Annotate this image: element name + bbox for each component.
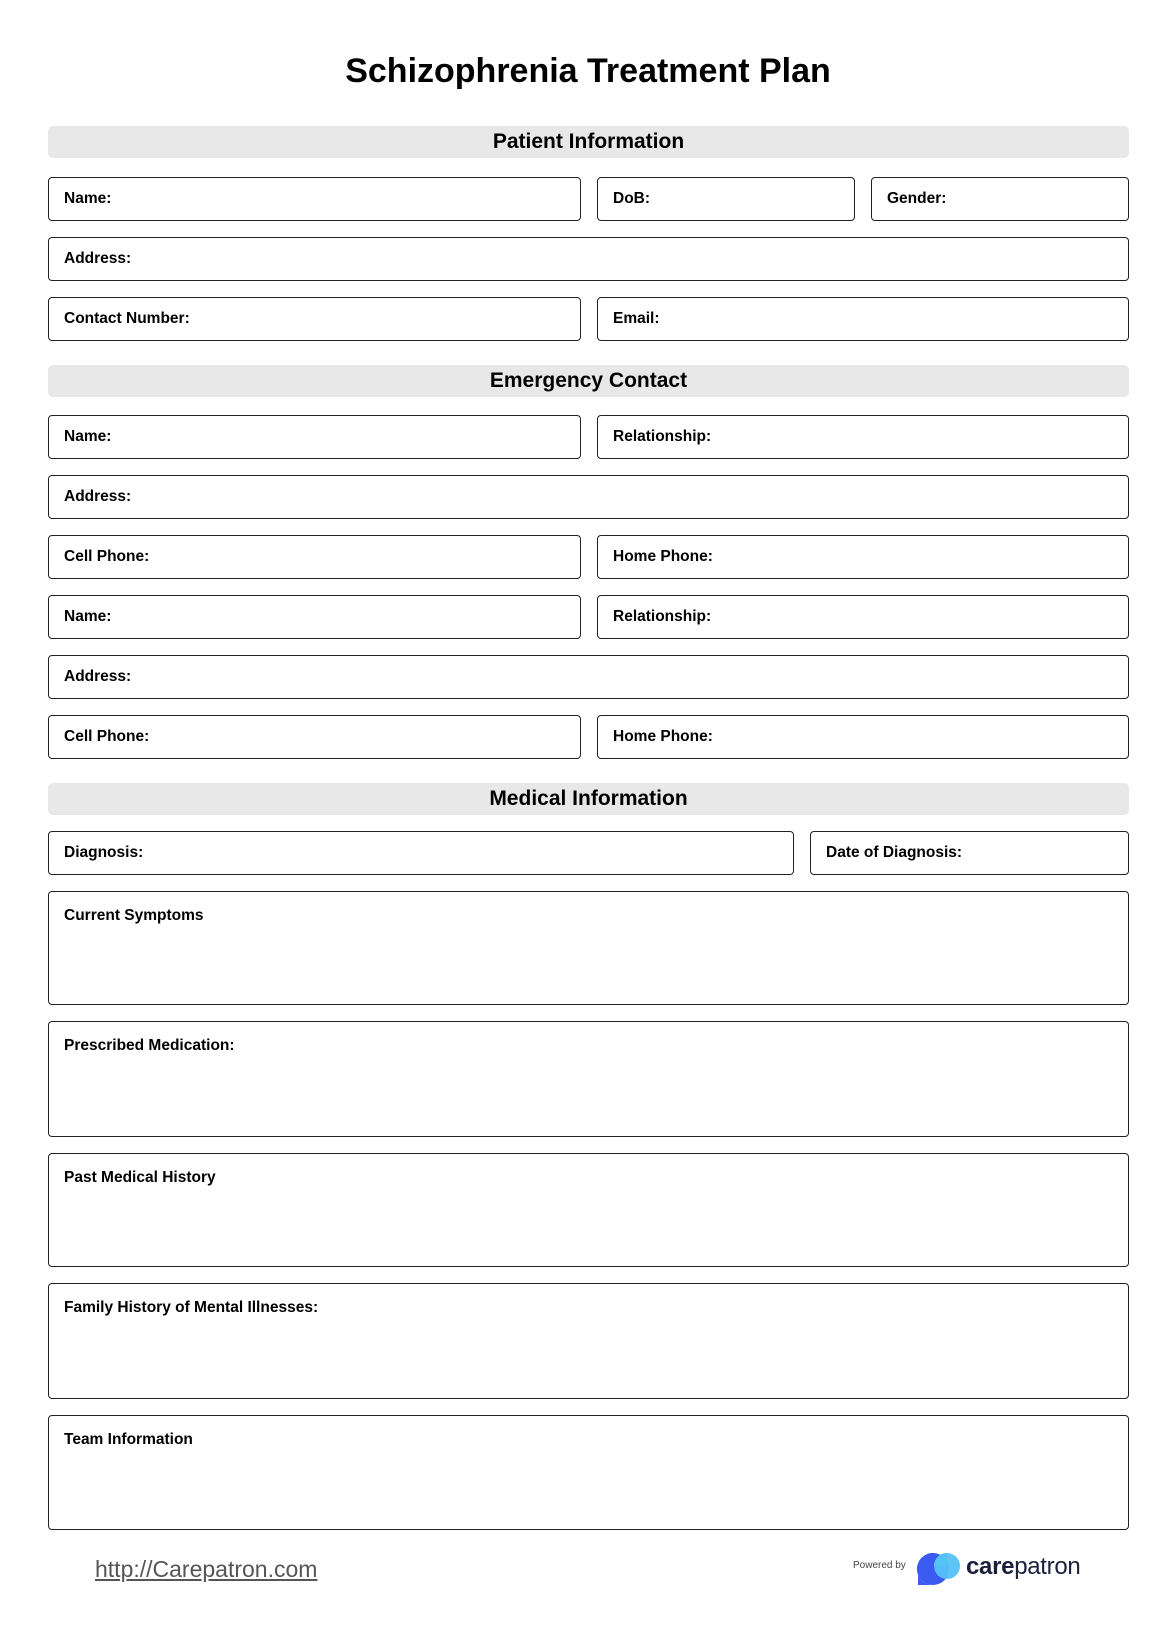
brand-bold: care [966, 1553, 1015, 1580]
field-label: Relationship: [613, 608, 712, 625]
emergency-1-home-phone-field[interactable] [597, 535, 1129, 579]
patient-gender-field[interactable] [871, 177, 1129, 221]
team-information-field[interactable] [48, 1415, 1129, 1530]
field-label: Diagnosis: [64, 844, 144, 861]
diagnosis-field[interactable] [48, 831, 794, 875]
field-label: Team Information [64, 1431, 193, 1448]
emergency-2-cell-phone-field[interactable] [48, 715, 581, 759]
carepatron-logo-icon [917, 1552, 963, 1586]
date-of-diagnosis-field[interactable] [810, 831, 1129, 875]
section-header-patient-information: Patient Information [48, 126, 1129, 158]
field-label: Address: [64, 250, 132, 267]
field-label: Home Phone: [613, 548, 713, 565]
section-header-emergency-contact: Emergency Contact [48, 365, 1129, 397]
field-label: Cell Phone: [64, 548, 150, 565]
past-medical-history-field[interactable] [48, 1153, 1129, 1267]
field-label: Current Symptoms [64, 907, 204, 924]
carepatron-brand [966, 1553, 1080, 1581]
field-label: Cell Phone: [64, 728, 150, 745]
emergency-1-relationship-field[interactable] [597, 415, 1129, 459]
field-label: Contact Number: [64, 310, 190, 327]
field-label: Name: [64, 190, 112, 207]
patient-contact-number-field[interactable] [48, 297, 581, 341]
patient-email-field[interactable] [597, 297, 1129, 341]
field-label: Home Phone: [613, 728, 713, 745]
emergency-1-address-field[interactable] [48, 475, 1129, 519]
field-label: Email: [613, 310, 660, 327]
field-label: Date of Diagnosis: [826, 844, 963, 861]
emergency-2-home-phone-field[interactable] [597, 715, 1129, 759]
field-label: Prescribed Medication: [64, 1037, 235, 1054]
brand-rest: patron [1014, 1553, 1081, 1580]
field-label: Name: [64, 428, 112, 445]
field-label: Name: [64, 608, 112, 625]
field-label: Address: [64, 668, 132, 685]
field-label: Gender: [887, 190, 947, 207]
section-header-medical-information: Medical Information [48, 783, 1129, 815]
page-title: Schizophrenia Treatment Plan [345, 52, 831, 90]
patient-address-field[interactable] [48, 237, 1129, 281]
field-label: Family History of Mental Illnesses: [64, 1299, 319, 1316]
current-symptoms-field[interactable] [48, 891, 1129, 1005]
emergency-1-cell-phone-field[interactable] [48, 535, 581, 579]
field-label: Past Medical History [64, 1169, 216, 1186]
emergency-2-relationship-field[interactable] [597, 595, 1129, 639]
powered-by-text: Powered by [853, 1560, 906, 1571]
patient-dob-field[interactable] [597, 177, 855, 221]
emergency-2-name-field[interactable] [48, 595, 581, 639]
emergency-1-name-field[interactable] [48, 415, 581, 459]
emergency-2-address-field[interactable] [48, 655, 1129, 699]
field-label: DoB: [613, 190, 651, 207]
field-label: Address: [64, 488, 132, 505]
family-history-field[interactable] [48, 1283, 1129, 1399]
patient-name-field[interactable] [48, 177, 581, 221]
field-label: Relationship: [613, 428, 712, 445]
prescribed-medication-field[interactable] [48, 1021, 1129, 1137]
carepatron-link[interactable]: http://Carepatron.com [95, 1556, 318, 1582]
